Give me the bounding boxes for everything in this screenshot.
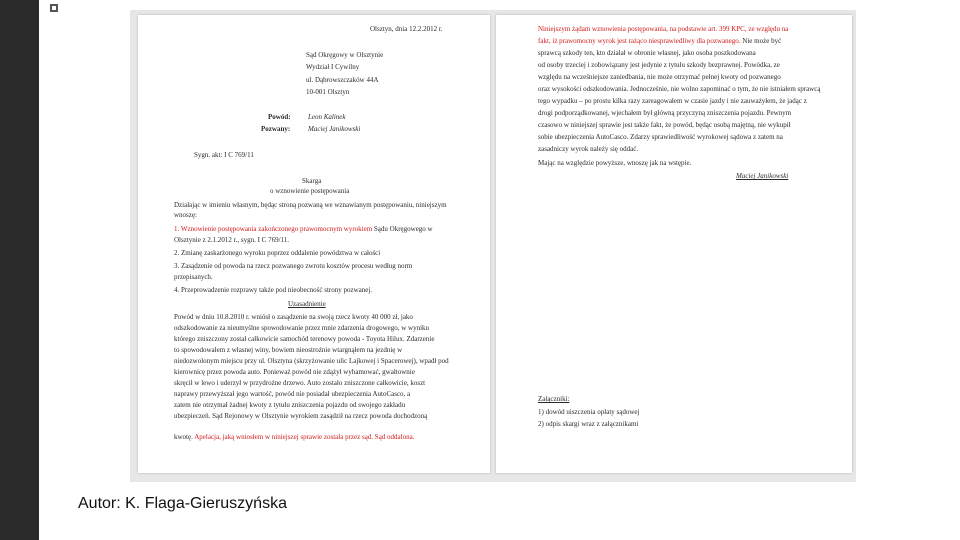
- defendant-name: Maciej Janikowski: [308, 125, 361, 133]
- author-caption: Autor: K. Flaga-Gieruszyńska: [78, 495, 287, 512]
- court-postal: 10-001 Olsztyn: [306, 88, 350, 96]
- request-1-rest: Sądu Okręgowego w: [373, 225, 433, 233]
- body-line: czasowo w niniejszej sprawie jest także fakt, że powód, będąc osobą majętną, nie wykupił: [538, 121, 791, 129]
- plaintiff-label: Powód:: [268, 113, 291, 121]
- justification-line: kierownicę przez powoda auto. Ponieważ powód nie zdążył wyhamować, gwałtownie: [174, 368, 415, 376]
- body-line: względu na wcześniejsze zaniedbania, nie może otrzymać pełnej kwoty od pozwanego: [538, 73, 781, 81]
- court-street: ul. Dąbrowszczaków 44A: [306, 76, 379, 84]
- justification-line: którego zniszczony został całkowicie samochód terenowy powoda - Toyota Hilux. Zdarzenie: [174, 335, 435, 343]
- justification-heading: Uzasadnienie: [288, 300, 326, 308]
- corner-square-icon: [50, 4, 58, 12]
- document-title: Skarga: [302, 177, 322, 185]
- document-page-right: [496, 15, 852, 473]
- case-number: Sygn. akt: I C 769/11: [194, 151, 254, 159]
- red-statement-text: fakt, iż prawomocny wyrok jest rażąco niesprawiedliwy dla pozwanego.: [538, 37, 741, 45]
- justification-line: odszkodowanie za nieumyślne spowodowanie przez mnie zdarzenia drogowego, w wyniku: [174, 324, 430, 332]
- request-4: 4. Przeprowadzenie rozprawy także pod nieobecność strony pozwanej.: [174, 286, 373, 294]
- justification-line: to spowodowałem z własnej winy, bowiem nieostrożnie wtargnąłem na jezdnię w: [174, 346, 403, 354]
- justification-last-line: [174, 433, 414, 441]
- justification-line: niedozwolonym miejscu przy ul. Olsztyna (skrzyżowanie ulic Lajkowej i Spacerowej), wpadł pod: [174, 357, 449, 365]
- body-line: zasadniczy wyrok należy się oddać.: [538, 145, 639, 153]
- justification-line: skręcił w lewo i uderzył w przydrożne drzewo. Auto zostało zniszczone całkowicie, koszt: [174, 379, 426, 387]
- document-subtitle: o wznowienie postępowania: [270, 187, 350, 195]
- intro-line-2: wnoszę:: [174, 211, 197, 219]
- left-decoration-bar: [0, 0, 39, 540]
- defendant-label: Pozwany:: [261, 125, 291, 133]
- body-line: Mając na względzie powyższe, wnoszę jak na wstępie.: [538, 159, 692, 167]
- request-1-red: 1. Wznowienie postępowania zakończonego prawomocnym wyrokiem: [174, 225, 373, 233]
- request-1-cont: Olsztynie z 2.1.2012 r., sygn. I C 769/11.: [174, 236, 290, 244]
- court-name: Sąd Okręgowy w Olsztynie: [306, 51, 384, 59]
- red-statement-line: Niniejszym żądam wznowienia postępowania, na podstawie art. 399 KPC, ze względu na: [538, 25, 789, 33]
- request-3: 3. Zasądzenie od powoda na rzecz pozwanego zwrotu kosztów procesu według norm: [174, 262, 413, 270]
- justification-line: Powód w dniu 10.8.2010 r. wniósł o zasądzenie na swoją rzecz kwoty 40 000 zł, jako: [174, 313, 413, 321]
- attachments-heading: Załączniki:: [538, 395, 570, 403]
- intro-line-1: Działając w imieniu własnym, będąc stroną pozwaną we wznawianym postępowaniu, niniejszym: [174, 201, 447, 209]
- body-line: tego wypadku – po prostu kilka razy zareagowałem w czasie jazdy i nie zauważyłem, że jadąc z: [538, 97, 807, 105]
- request-2: 2. Zmianę zaskarżonego wyroku poprzez oddalenie powództwa w całości: [174, 249, 381, 257]
- body-line: oraz wysokości odszkodowania. Jednocześnie, nie wolno zapominać o tym, że nie istniałem sprawcą: [538, 85, 821, 93]
- court-department: Wydział I Cywilny: [306, 63, 360, 71]
- signature: Maciej Janikowski: [736, 172, 789, 180]
- body-line: sprawcą szkody ten, kto działał w obronie własnej, jako osoba poszkodowana: [538, 49, 756, 57]
- justification-line: ubezpieczeń. Sąd Rejonowy w Olsztynie wyrokiem zasądził na rzecz powoda dochodzoną: [174, 412, 428, 420]
- justification-line: zatem nie otrzymał żadnej kwoty z tytułu zniszczenia pojazdu od swojego zakładu: [174, 401, 406, 409]
- request-3-cont: przepisanych.: [174, 273, 213, 281]
- last-line-black: kwotę.: [174, 433, 193, 441]
- attachment-item: 2) odpis skargi wraz z załącznikami: [538, 420, 639, 428]
- plaintiff-name: Leon Kalinek: [308, 113, 346, 121]
- body-line: sobie ubezpieczenia AutoCasco. Zdarzy sprawiedliwość wyrokowej sądowa z zatem na: [538, 133, 783, 141]
- attachment-item: 1) dowód uiszczenia opłaty sądowej: [538, 408, 640, 416]
- last-line-red: Apelacja, jaką wniosłem w niniejszej sprawie została przez sąd. Sąd oddalona.: [194, 433, 415, 441]
- red-statement-tail: Nie może być: [742, 37, 782, 45]
- justification-line: naprawy przewyższał jego wartość, powód nie posiadał ubezpieczenia AutoCasco, a: [174, 390, 411, 398]
- body-line: drogi podporządkowanej, wjechałem był główną przyczyną zniszczenia pojazdu. Pewnym: [538, 109, 792, 117]
- red-statement-line-2: [538, 37, 781, 45]
- place-date: Olsztyn, dnia 12.2.2012 r.: [370, 25, 443, 33]
- body-line: od osoby trzeciej i zobowiązany jest jedynie z tytułu szkody bezprawnej. Powódka, ze: [538, 61, 780, 69]
- document-page-left: [138, 15, 490, 473]
- request-1: [174, 225, 433, 233]
